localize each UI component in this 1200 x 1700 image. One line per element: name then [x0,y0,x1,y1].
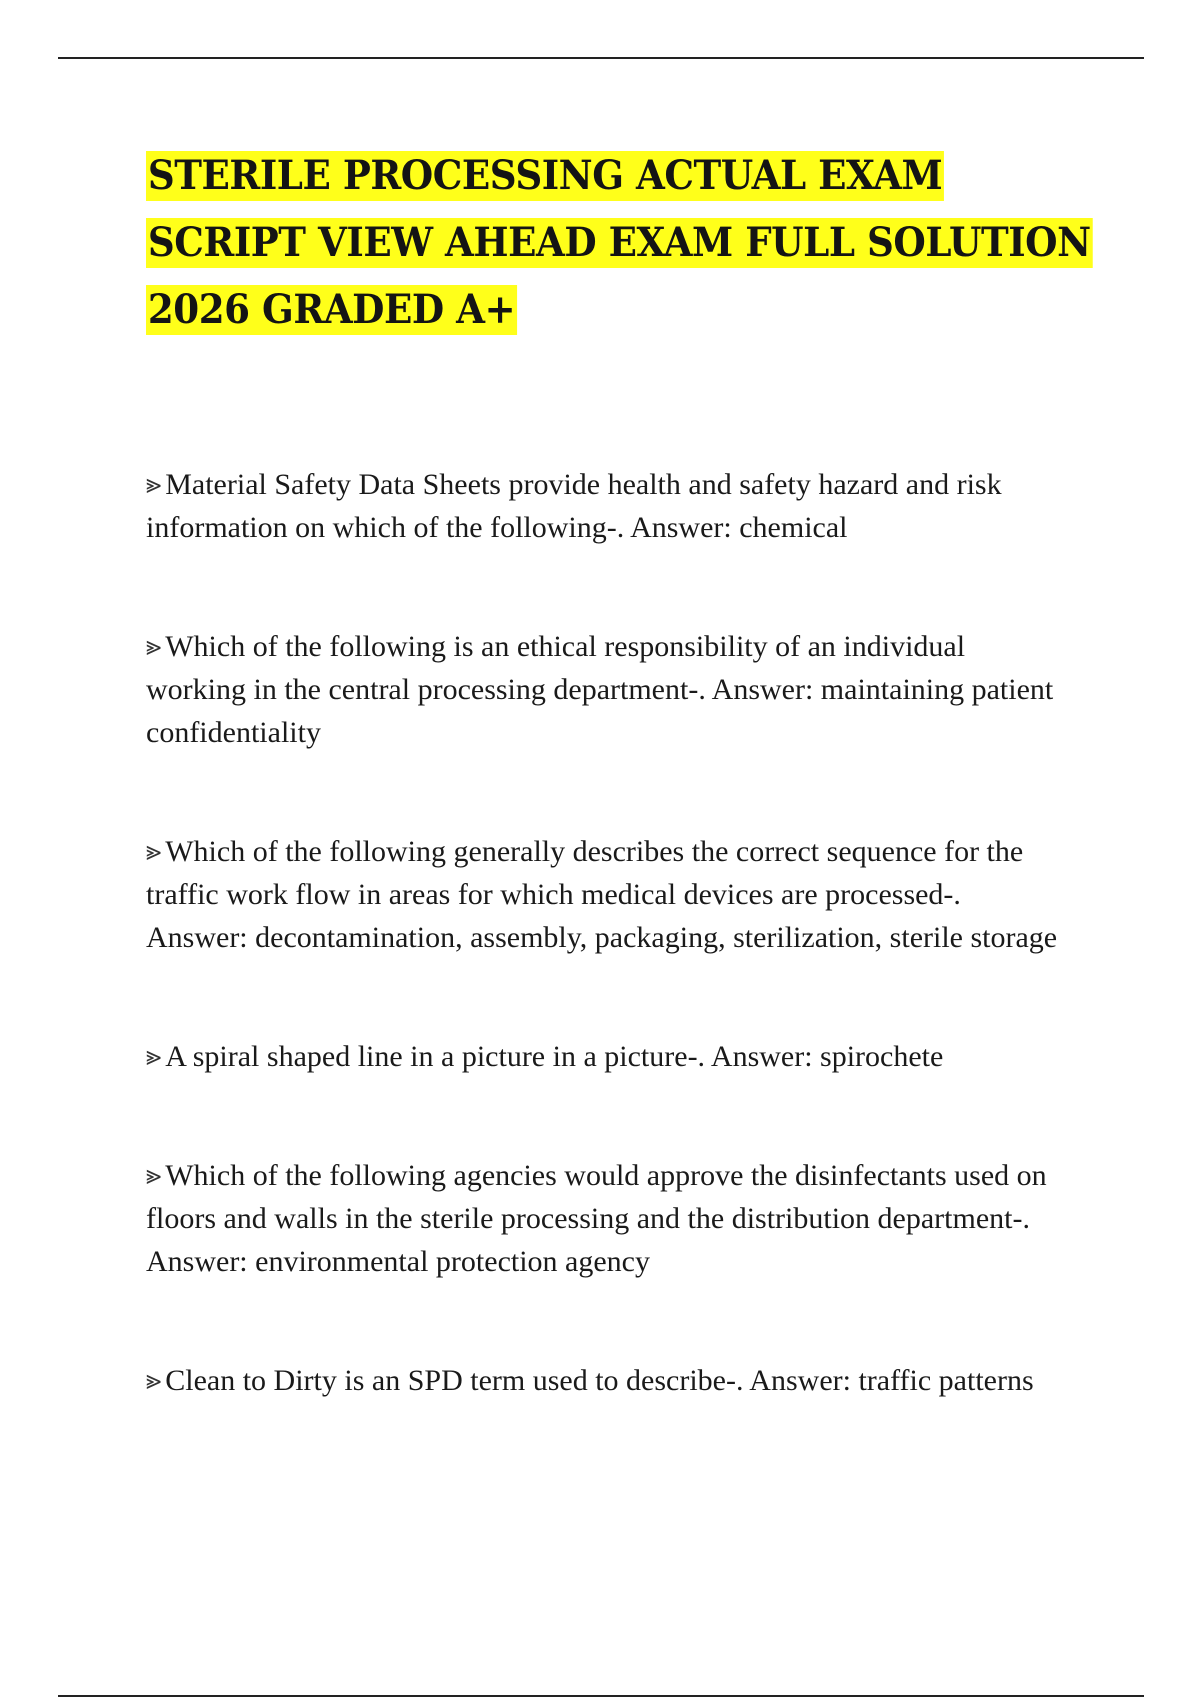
double-arrow-bullet-icon: ⪢ [146,1041,162,1072]
question-answer-item [146,1359,1066,1402]
question-answer-text: A spiral shaped line in a picture in a picture-. Answer: spirochete [165,1040,944,1073]
question-answer-list [146,463,1066,1402]
document-body [146,145,1091,1397]
question-answer-text: Clean to Dirty is an SPD term used to describe-. Answer: traffic patterns [165,1364,1034,1397]
question-answer-text: Which of the following is an ethical responsibility of an individual working in the central processing department-. Answer: maintaining patient confidentiality [146,630,1054,749]
question-answer-text: Which of the following generally describes the correct sequence for the traffic work flow in areas for which medical devices are processed-. Answer: decontamination, assembly, packaging, sterilization, sterile storage [146,835,1058,954]
question-answer-item [146,830,1066,959]
double-arrow-bullet-icon: ⪢ [146,1160,162,1191]
title-line: STERILE PROCESSING ACTUAL EXAM [147,152,943,199]
question-answer-text: Which of the following agencies would approve the disinfectants used on floors and walls in the sterile processing and the distribution department-. Answer: environmental protection agency [146,1159,1047,1278]
double-arrow-bullet-icon: ⪢ [146,836,162,867]
question-answer-item [146,625,1066,754]
footer-rule [58,1695,1144,1697]
double-arrow-bullet-icon: ⪢ [146,1365,162,1396]
title-line: 2026 GRADED A+ [147,286,516,333]
double-arrow-bullet-icon: ⪢ [146,469,162,500]
document-title [146,145,1091,346]
question-answer-item [146,463,1066,549]
double-arrow-bullet-icon: ⪢ [146,631,162,662]
question-answer-item [146,1035,1066,1078]
header-rule [58,57,1144,59]
question-answer-text: Material Safety Data Sheets provide health and safety hazard and risk information on which of the following-. Answer: chemical [146,468,1002,544]
title-line: SCRIPT VIEW AHEAD EXAM FULL SOLUTION [147,219,1091,266]
question-answer-item [146,1154,1066,1283]
